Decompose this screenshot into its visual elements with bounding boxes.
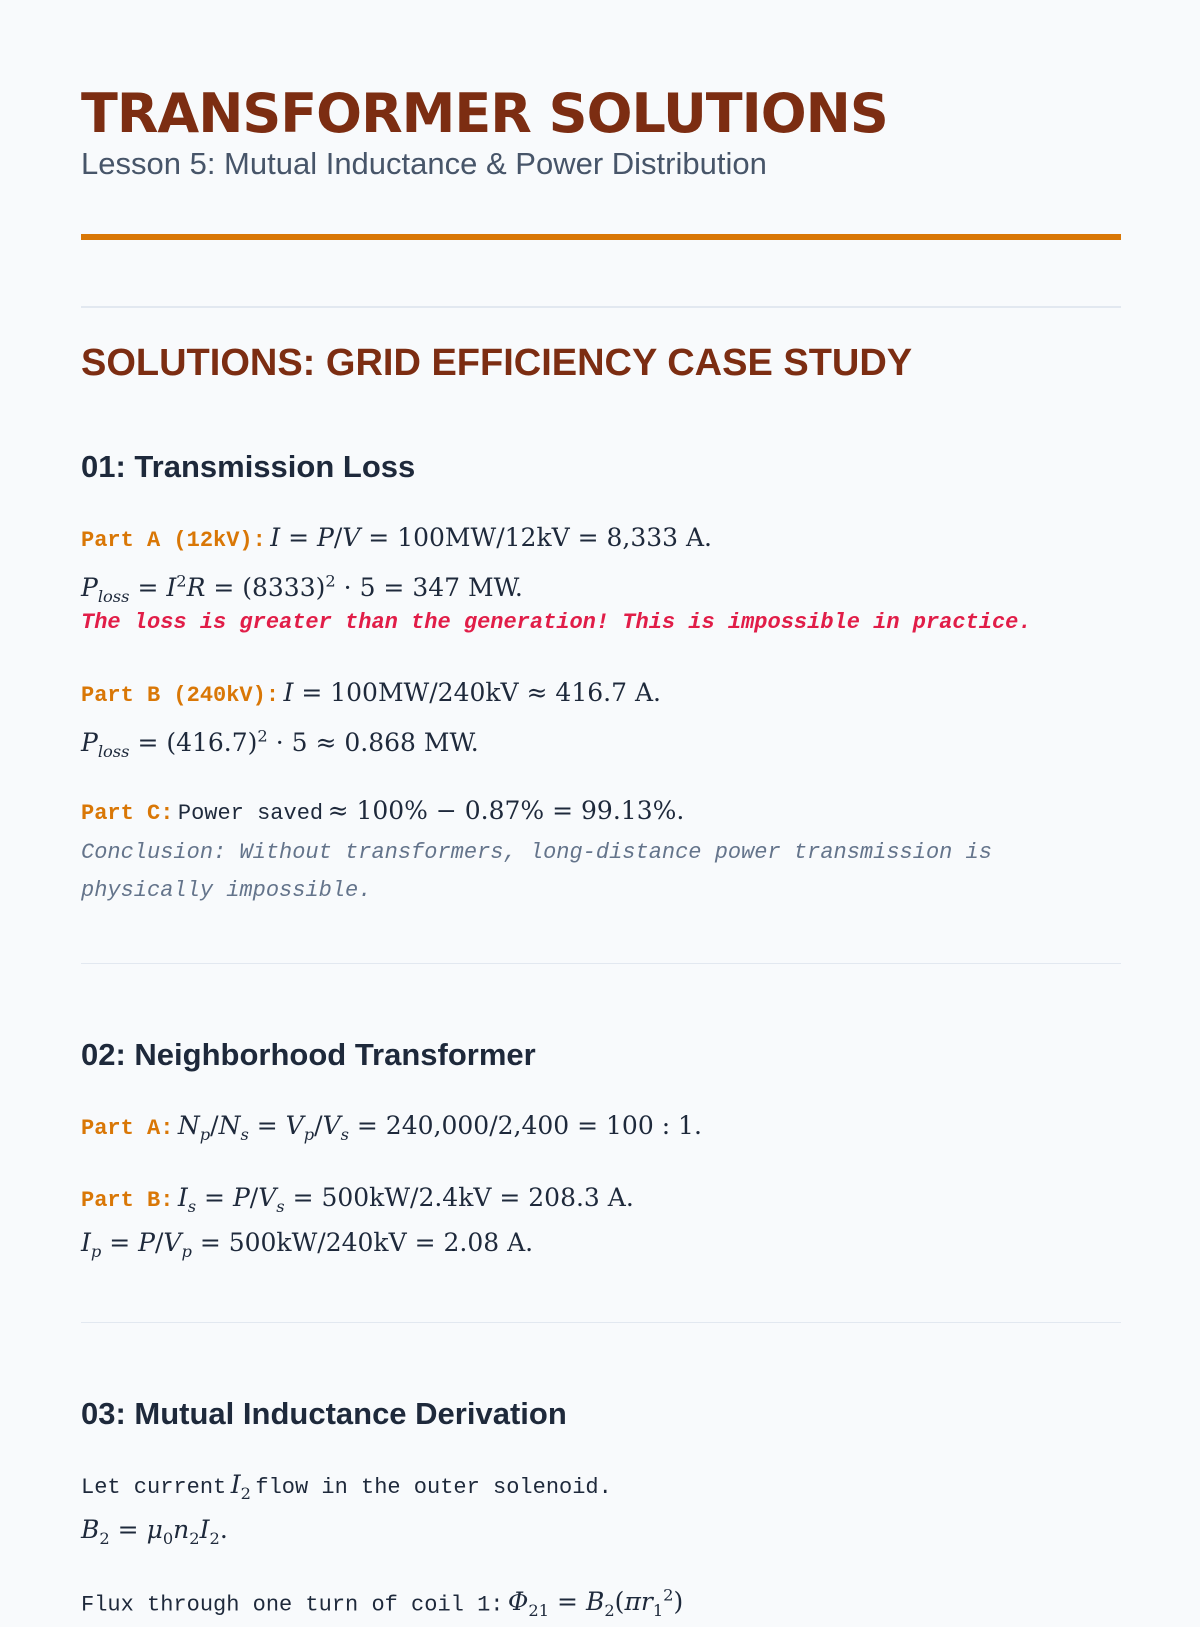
derivation-line-2 bbox=[81, 1514, 228, 1555]
equation: ≈ 100% − 0.87% = 99.13%. bbox=[327, 796, 685, 825]
derivation-text: flow in the outer solenoid. bbox=[255, 1475, 612, 1500]
part-a-line bbox=[81, 522, 712, 558]
part-label: Part A: bbox=[81, 1116, 174, 1141]
equation: I = P/V = 100MW/12kV = 8,333 A. bbox=[270, 523, 713, 552]
derivation-line-1 bbox=[81, 1469, 612, 1510]
warning-label: The loss is greater than the generation! This is impossible in practice. bbox=[81, 610, 1032, 635]
part-b-line bbox=[81, 677, 661, 713]
equation: I = 100MW/240kV ≈ 416.7 A. bbox=[283, 678, 661, 707]
problem-title: 03: Mutual Inductance Derivation bbox=[81, 1396, 567, 1431]
conclusion-line bbox=[81, 834, 1121, 910]
part-label: Part C: bbox=[81, 801, 174, 826]
part-c-text: Power saved bbox=[177, 801, 324, 826]
page-header bbox=[81, 84, 1121, 183]
part-b-line bbox=[81, 1182, 634, 1223]
page-subtitle: Lesson 5: Mutual Inductance & Power Distribution bbox=[81, 146, 767, 181]
part-label: Part B (240kV): bbox=[81, 683, 280, 708]
part-label: Part A (12kV): bbox=[81, 528, 266, 553]
equation: $I_p = P/V_p = 500kW/240kV = 2.08$ A. bbox=[81, 1228, 534, 1261]
derivation-text: Let current bbox=[81, 1475, 227, 1500]
part-label: Part B: bbox=[81, 1188, 174, 1213]
equation: $I_s = P/V_s = 500kW/2.4kV = 208.3$ A. bbox=[177, 1183, 634, 1216]
derivation-line-3 bbox=[81, 1580, 683, 1627]
variable: $I_2$ bbox=[230, 1470, 251, 1503]
problem-divider bbox=[81, 963, 1121, 964]
page-title: TRANSFORMER SOLUTIONS bbox=[81, 82, 888, 145]
warning-text bbox=[81, 607, 1032, 640]
section-title: SOLUTIONS: GRID EFFICIENCY CASE STUDY bbox=[81, 342, 913, 384]
equation: $B_2 = \mu_0n_2I_2$. bbox=[81, 1515, 228, 1548]
problem-02 bbox=[81, 1035, 1121, 1075]
problem-03 bbox=[81, 1394, 1121, 1434]
part-c-line bbox=[81, 795, 684, 831]
problem-01 bbox=[81, 447, 1121, 487]
equation: $\Phi_{21} = B_2(\pi r_1^2)$ bbox=[507, 1586, 684, 1621]
conclusion-text: Conclusion: Without transformers, long-distance power transmission is physically impossible. bbox=[81, 840, 992, 903]
problem-divider bbox=[81, 1322, 1121, 1323]
equation: $N_p/N_s = V_p/V_s = 240,000/2,400 = 100$ : 1. bbox=[177, 1111, 702, 1144]
header-divider bbox=[81, 234, 1121, 240]
equation: $P_{loss} = I^2R = (8333)^2 \cdot 5 = 347$ MW. bbox=[81, 572, 523, 607]
part-a-line bbox=[81, 1110, 702, 1151]
problem-title: 02: Neighborhood Transformer bbox=[81, 1037, 536, 1072]
problem-title: 01: Transmission Loss bbox=[81, 449, 416, 484]
part-b-loss-line bbox=[81, 721, 479, 768]
derivation-text: Flux through one turn of coil 1: bbox=[81, 1592, 504, 1618]
section-divider bbox=[81, 306, 1121, 308]
equation: $P_{loss} = (416.7)^2 \cdot 5 \approx 0.868$ MW. bbox=[81, 727, 479, 762]
part-b-line-2 bbox=[81, 1227, 533, 1268]
